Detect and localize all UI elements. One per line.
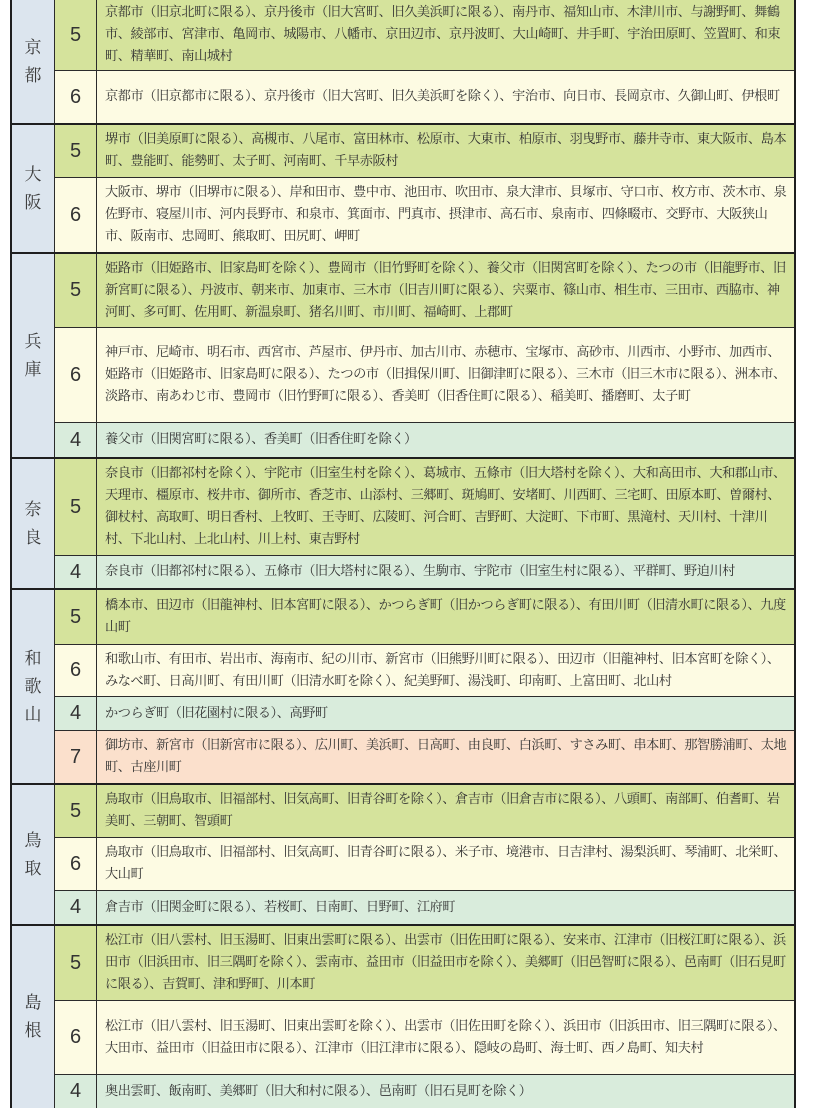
table-row xyxy=(55,1074,794,1108)
prefecture-block xyxy=(12,0,794,123)
prefecture-name-char: 和 xyxy=(24,648,42,669)
prefecture-name-char: 鳥 xyxy=(24,830,42,851)
prefecture-name-cell xyxy=(12,125,55,252)
grade-number: 5 xyxy=(55,254,97,327)
grade-rows xyxy=(55,0,794,123)
table-row xyxy=(55,730,794,783)
prefecture-name-char: 島 xyxy=(24,993,42,1013)
grade-number: 5 xyxy=(55,125,97,177)
table-row xyxy=(55,785,794,837)
grade-rows xyxy=(55,125,794,252)
municipality-list: 奈良市（旧都祁村に限る）、五條市（旧大塔村に限る）、生駒市、宇陀市（旧室生村に限る）、平群町、野迫川村 xyxy=(105,564,735,579)
prefecture-name-char: 根 xyxy=(24,1021,42,1041)
table-row xyxy=(55,890,794,924)
prefecture-name-char: 阪 xyxy=(24,192,42,213)
grade-number: 6 xyxy=(55,838,97,890)
municipality-list: 松江市（旧八雲村、旧玉湯町、旧東出雲町を除く）、出雲市（旧佐田町を除く）、浜田市（旧浜田市、旧三隅町に限る）、大田市、益田市（旧益田市に限る）、江津市（旧江津市に限る）、隠岐の島町、海士町、西ノ島町、知夫村 xyxy=(105,1018,786,1056)
grade-number: 6 xyxy=(55,71,97,123)
municipality-list: 大阪市、堺市（旧堺市に限る）、岸和田市、豊中市、池田市、吹田市、泉大津市、貝塚市、守口市、枚方市、茨木市、泉佐野市、寝屋川市、河内長野市、和泉市、箕面市、門真市、摂津市、高石市、泉南市、四條畷市、交野市、大阪狭山市、阪南市、忠岡町、熊取町、田尻町、岬町 xyxy=(105,185,787,244)
prefecture-name-char: 都 xyxy=(24,65,42,86)
municipality-list: 倉吉市（旧関金町に限る）、若桜町、日南町、日野町、江府町 xyxy=(105,899,456,915)
prefecture-name-char: 奈 xyxy=(24,499,42,520)
municipality-list: 神戸市、尼崎市、明石市、西宮市、芦屋市、伊丹市、加古川市、赤穂市、宝塚市、高砂市、川西市、小野市、加西市、姫路市（旧姫路市、旧家島町に限る）、たつの市（旧揖保川町、旧御津町に限る）、三木市（旧三木市に限る）、洲本市、淡路市、南あわじ市、豊岡市（旧竹野町に限る）、香美町（旧香住町に限る）、稲美町、播磨町、太子町 xyxy=(105,345,786,404)
municipality-list: 養父市（旧関宮町に限る）、香美町（旧香住町を除く） xyxy=(105,432,417,447)
grade-number: 5 xyxy=(55,590,97,644)
grade-number: 6 xyxy=(55,328,97,422)
table-row xyxy=(55,926,794,1000)
grade-number: 4 xyxy=(55,891,97,924)
table-row xyxy=(55,696,794,730)
table-row xyxy=(55,70,794,123)
prefecture-name-cell xyxy=(12,0,55,123)
prefecture-name-char: 山 xyxy=(24,704,42,725)
grade-rows xyxy=(55,459,794,588)
prefecture-name-cell xyxy=(12,785,55,924)
municipality-list: 京都市（旧京都市に限る）、京丹後市（旧大宮町、旧久美浜町を除く）、宇治市、向日市、長岡京市、久御山町、伊根町 xyxy=(105,89,780,104)
prefecture-block xyxy=(12,457,794,588)
prefecture-block xyxy=(12,123,794,252)
grade-number: 6 xyxy=(55,1001,97,1074)
grade-number: 5 xyxy=(55,785,97,837)
prefecture-name-char: 京 xyxy=(24,37,42,58)
table-row xyxy=(55,254,794,327)
prefecture-name-cell xyxy=(12,926,55,1108)
table-row xyxy=(55,177,794,252)
table-row xyxy=(55,0,794,70)
municipality-list: 堺市（旧美原町に限る）、高槻市、八尾市、富田林市、松原市、大東市、柏原市、羽曳野市、藤井寺市、東大阪市、島本町、豊能町、能勢町、太子町、河南町、千早赤阪村 xyxy=(105,132,787,169)
region-grade-table xyxy=(10,0,796,1108)
grade-number: 5 xyxy=(55,926,97,1000)
table-row xyxy=(55,327,794,422)
grade-number: 5 xyxy=(55,0,97,70)
prefecture-name-char: 歌 xyxy=(24,676,42,697)
municipality-list: 奈良市（旧都祁村を除く）、宇陀市（旧室生村を除く）、葛城市、五條市（旧大塔村を除く）、大和高田市、大和郡山市、天理市、橿原市、桜井市、御所市、香芝市、山添村、三郷町、斑鳩町、安堵町、川西町、三宅町、田原本町、曽爾村、御杖村、高取町、明日香村、上牧町、王寺町、広陵町、河合町、吉野町、大淀町、下市町、黒滝村、天川村、十津川村、下北山村、上北山村、川上村、東吉野村 xyxy=(105,466,786,547)
grade-number: 6 xyxy=(55,178,97,252)
grade-number: 6 xyxy=(55,645,97,696)
grade-rows xyxy=(55,785,794,924)
municipality-list: 御坊市、新宮市（旧新宮市に限る）、広川町、美浜町、日高町、由良町、白浜町、すさみ町、串本町、那智勝浦町、太地町、古座川町 xyxy=(105,738,787,775)
municipality-list: 橋本市、田辺市（旧龍神村、旧本宮町に限る）、かつらぎ町（旧かつらぎ町に限る）、有田川町（旧清水町に限る）、九度山町 xyxy=(105,598,786,635)
grade-rows xyxy=(55,254,794,457)
prefecture-name-cell xyxy=(12,590,55,783)
grade-number: 4 xyxy=(55,1075,97,1108)
grade-number: 4 xyxy=(55,556,97,588)
grade-number: 7 xyxy=(55,731,97,783)
municipality-list: 和歌山市、有田市、岩出市、海南市、紀の川市、新宮市（旧熊野川町に限る）、田辺市（旧龍神村、旧本宮町を除く）、みなべ町、日高川町、有田川町（旧清水町を除く）、紀美野町、湯浅町、印南町、上富田町、北山村 xyxy=(105,651,780,689)
prefecture-name-char: 良 xyxy=(24,527,42,548)
prefecture-block xyxy=(12,783,794,924)
table-row xyxy=(55,590,794,644)
municipality-list: 松江市（旧八雲村、旧玉湯町、旧東出雲町に限る）、出雲市（旧佐田町に限る）、安来市、江津市（旧桜江町に限る）、浜田市（旧浜田市、旧三隅町を除く）、雲南市、益田市（旧益田市を除く）、美郷町（旧邑智町に限る）、邑南町（旧石見町に限る）、吉賀町、津和野町、川本町 xyxy=(105,933,786,992)
municipality-list: かつらぎ町（旧花園村に限る）、高野町 xyxy=(105,705,328,721)
municipality-list: 奥出雲町、飯南町、美郷町（旧大和村に限る）、邑南町（旧石見町を除く） xyxy=(105,1083,532,1099)
grade-number: 4 xyxy=(55,697,97,730)
grade-rows xyxy=(55,590,794,783)
prefecture-name-char: 大 xyxy=(24,164,42,185)
table-row xyxy=(55,837,794,890)
prefecture-name-char: 兵 xyxy=(24,331,42,352)
table-row xyxy=(55,644,794,696)
municipality-list: 鳥取市（旧鳥取市、旧福部村、旧気高町、旧青谷町を除く）、倉吉市（旧倉吉市に限る）、八頭町、南部町、伯耆町、岩美町、三朝町、智頭町 xyxy=(105,792,780,829)
prefecture-name-cell xyxy=(12,459,55,588)
prefecture-block xyxy=(12,924,794,1108)
table-row xyxy=(55,422,794,457)
municipality-list: 姫路市（旧姫路市、旧家島町を除く）、豊岡市（旧竹野町を除く）、養父市（旧関宮町を除く）、たつの市（旧龍野市、旧新宮町に限る）、丹波市、朝来市、加東市、三木市（旧吉川町に限る）、宍粟市、篠山市、相生市、三田市、西脇市、神河町、多可町、佐用町、新温泉町、猪名川町、市川町、福崎町、上郡町 xyxy=(105,260,786,320)
municipality-list: 鳥取市（旧鳥取市、旧福部村、旧気高町、旧青谷町に限る）、米子市、境港市、日吉津村、湯梨浜町、琴浦町、北栄町、大山町 xyxy=(105,845,787,882)
prefecture-name-char: 取 xyxy=(24,858,42,879)
grade-number: 4 xyxy=(55,423,97,457)
table-row xyxy=(55,1000,794,1074)
table-row xyxy=(55,125,794,177)
prefecture-block xyxy=(12,588,794,783)
prefecture-block xyxy=(12,252,794,457)
grade-number: 5 xyxy=(55,459,97,555)
grade-rows xyxy=(55,926,794,1108)
municipality-list: 京都市（旧京北町に限る）、京丹後市（旧大宮町、旧久美浜町に限る）、南丹市、福知山市、木津川市、与謝野町、舞鶴市、綾部市、宮津市、亀岡市、城陽市、八幡市、京田辺市、京丹波町、大山崎町、井手町、宇治田原町、笠置町、和束町、精華町、南山城村 xyxy=(105,5,781,64)
table-row xyxy=(55,555,794,588)
prefecture-name-char: 庫 xyxy=(24,359,42,380)
prefecture-name-cell xyxy=(12,254,55,457)
table-row xyxy=(55,459,794,555)
